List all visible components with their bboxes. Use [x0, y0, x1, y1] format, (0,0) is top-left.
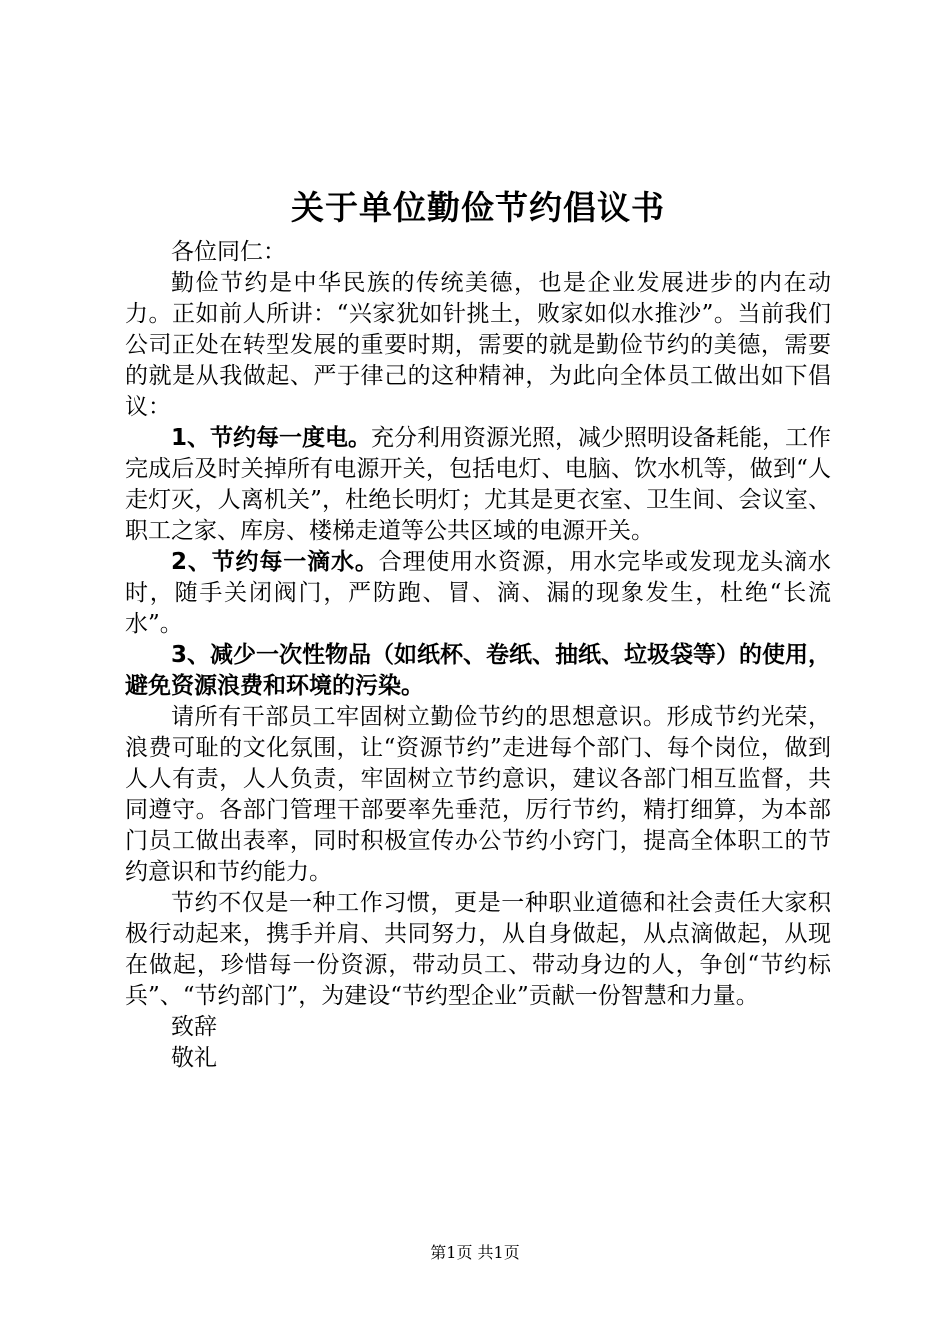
- item-2-heading: 2、节约每一滴水。: [171, 549, 379, 575]
- page-footer: 第1页 共1页: [430, 1243, 520, 1262]
- closing-paragraph: 节约不仅是一种工作习惯，更是一种职业道德和社会责任大家积极行动起来，携手并肩、共同努力，从自身做起，从点滴做起，从现在做起，珍惜每一份资源，带动员工、带动身边的人，争创“节约标兵”、“节约部门”，为建设“节约型企业”贡献一份智慧和力量。: [125, 890, 831, 1009]
- item-2-paragraph: [125, 547, 831, 640]
- item-3-paragraph: 3、减少一次性物品（如纸杯、卷纸、抽纸、垃圾袋等）的使用，避免资源浪费和环境的污染。: [125, 642, 832, 699]
- document-title: 关于单位勤俭节约倡议书: [291, 188, 665, 227]
- salutation: 各位同仁：: [171, 239, 286, 265]
- cadres-paragraph: 请所有干部员工牢固树立勤俭节约的思想意识。形成节约光荣，浪费可耻的文化氛围，让“资源节约”走进每个部门、每个岗位，做到人人有责，人人负责，牢固树立节约意识，建议各部门相互监督，共同遵守。各部门管理干部要率先垂范，厉行节约，精打细算，为本部门员工做出表率，同时积极宣传办公节约小窍门，提高全体职工的节约意识和节约能力。: [125, 704, 831, 885]
- closing-line-1: 致辞: [171, 1014, 217, 1040]
- item-1-body: 充分利用资源光照，减少照明设备耗能，工作完成后及时关掉所有电源开关，包括电灯、电脑、饮水机等，做到“人走灯灭，人离机关”，杜绝长明灯；尤其是更衣室、卫生间、会议室、职工之家、库房、楼梯走道等公共区域的电源开关。: [125, 425, 832, 544]
- intro-paragraph: 勤俭节约是中华民族的传统美德，也是企业发展进步的内在动力。正如前人所讲：“兴家犹如针挑土，败家如似水推沙”。当前我们公司正处在转型发展的重要时期，需要的就是勤俭节约的美德，需要的就是从我做起、严于律己的这种精神，为此向全体员工做出如下倡议：: [125, 270, 831, 420]
- item-1-heading: 1、节约每一度电。: [171, 425, 372, 451]
- item-1-paragraph: [125, 423, 831, 547]
- document-page: [125, 185, 831, 1074]
- item-2-body: 合理使用水资源，用水完毕或发现龙头滴水时，随手关闭阀门，严防跑、冒、滴、漏的现象发生，杜绝“长流水”。: [125, 549, 831, 637]
- closing-line-2: 敬礼: [171, 1045, 217, 1071]
